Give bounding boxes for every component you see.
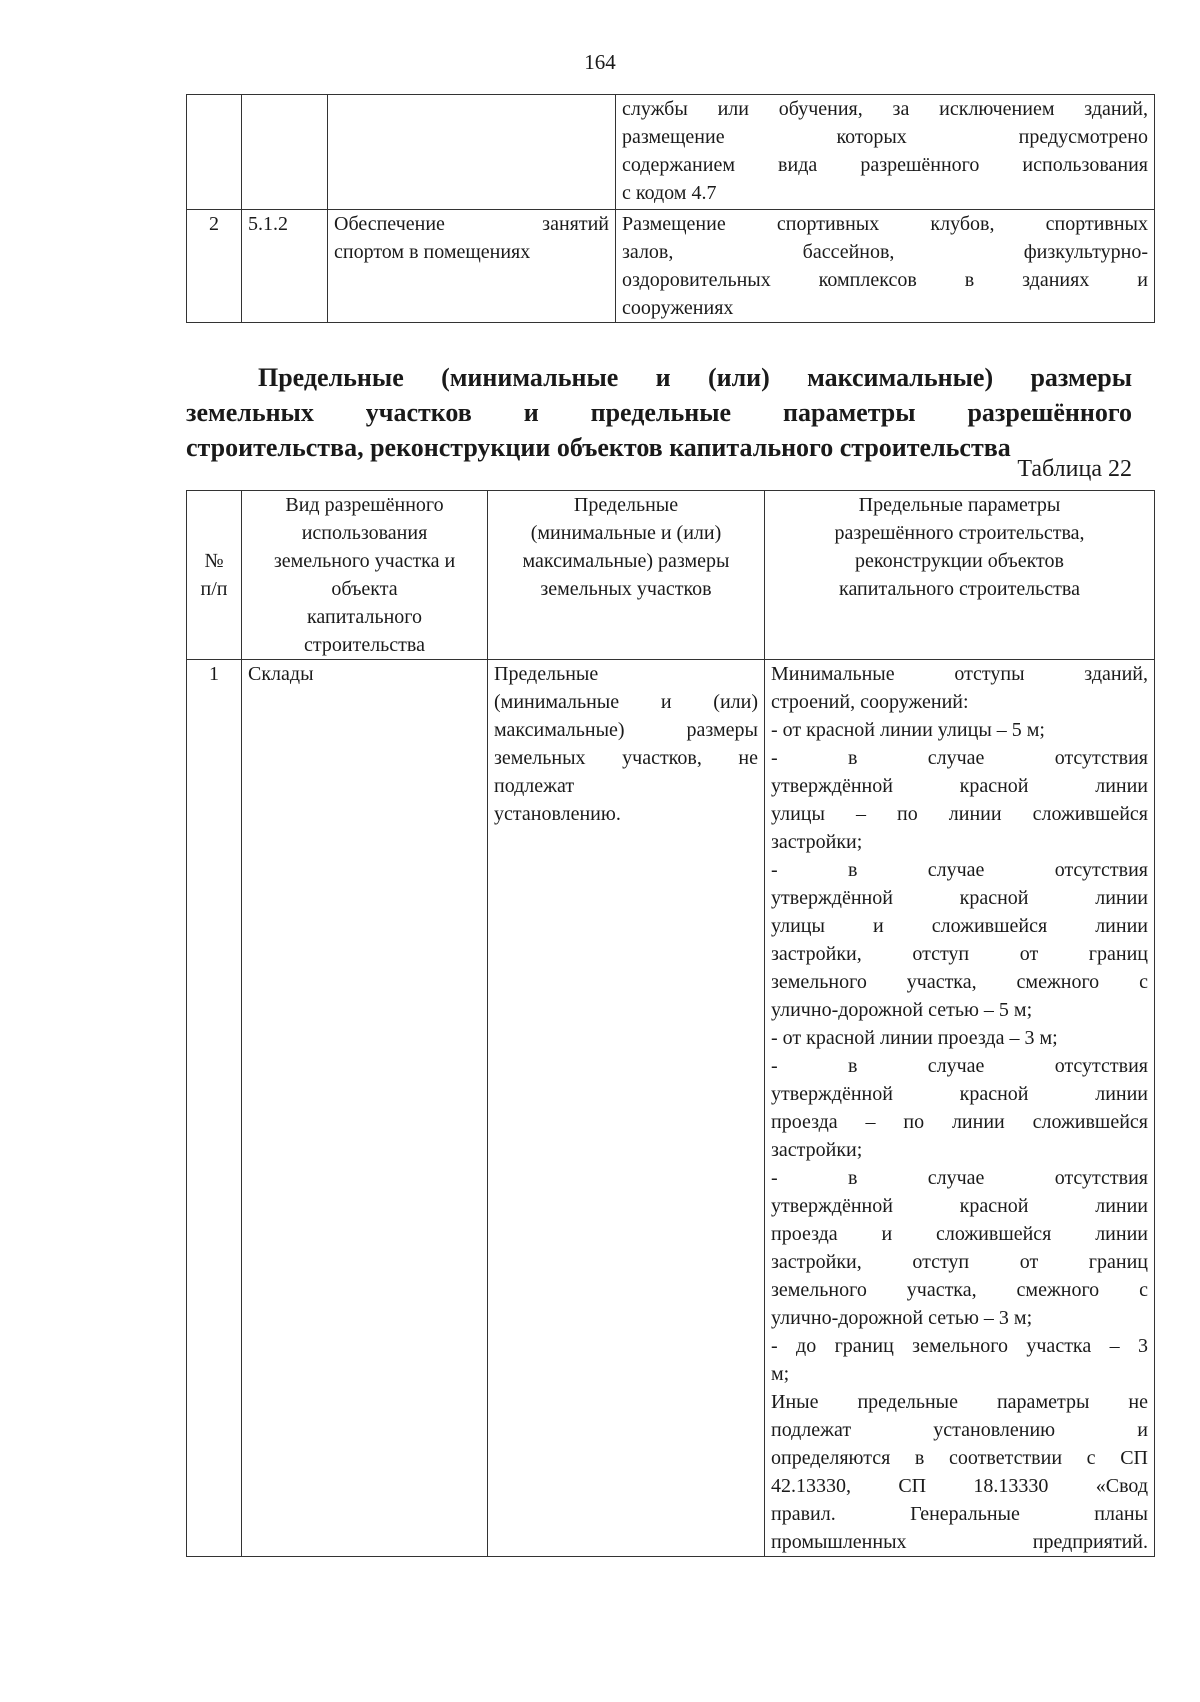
text-line: 42.13330, СП 18.13330 «Свод — [771, 1475, 1148, 1497]
text-line: спортом в помещениях — [334, 241, 531, 263]
text-line: - в случае отсутствия — [771, 747, 1148, 769]
header-line: земельных участков — [540, 578, 712, 600]
text-line: залов, бассейнов, физкультурно- — [622, 241, 1148, 263]
text-line: земельного участка, смежного с — [771, 1279, 1148, 1301]
text-line: утверждённой красной линии — [771, 1083, 1148, 1105]
text-line: - от красной линии проезда – 3 м; — [771, 1027, 1058, 1049]
description-cell — [616, 95, 1155, 210]
text-line: содержанием вида разрешённого использования — [622, 154, 1148, 176]
row-number-cell: 2 — [187, 210, 242, 323]
plot-sizes-cell — [488, 660, 765, 1557]
header-plot-sizes — [488, 491, 765, 660]
text-line: проезда и сложившейся линии — [771, 1223, 1148, 1245]
heading-line: земельных участков и предельные параметры разрешённого — [186, 398, 1132, 427]
text-line: правил. Генеральные планы — [771, 1503, 1148, 1525]
table-row — [187, 660, 1155, 1557]
header-line: использования — [301, 522, 428, 544]
text-line: установлению. — [494, 803, 621, 825]
header-row — [187, 491, 1155, 660]
text-line: - в случае отсутствия — [771, 1055, 1148, 1077]
text-line: (минимальные и (или) — [494, 691, 758, 713]
text-line: максимальные) размеры — [494, 719, 758, 741]
header-usage-type — [242, 491, 488, 660]
text-line: сооружениях — [622, 297, 734, 319]
text-line: с кодом 4.7 — [622, 182, 717, 204]
text-line: земельного участка, смежного с — [771, 971, 1148, 993]
header-line: капитального — [307, 606, 422, 628]
text-line: подлежат — [494, 775, 575, 797]
text-line: улично-дорожной сетью – 3 м; — [771, 1307, 1033, 1329]
text-line: подлежат установлению и — [771, 1419, 1148, 1441]
text-line: застройки; — [771, 1139, 863, 1161]
text-line: застройки, отступ от границ — [771, 943, 1148, 965]
usage-type-cell: Склады — [242, 660, 488, 1557]
table-caption: Таблица 22 — [1017, 456, 1132, 482]
table-row — [187, 210, 1155, 323]
description-cell — [616, 210, 1155, 323]
header-line: (минимальные и (или) — [530, 522, 722, 544]
text-line: Предельные — [494, 663, 599, 685]
text-line: - до границ земельного участка – 3 — [771, 1335, 1148, 1357]
code-cell: 5.1.2 — [242, 210, 328, 323]
text-line: улицы и сложившейся линии — [771, 915, 1148, 937]
text-line: строений, сооружений: — [771, 691, 969, 713]
text-line: оздоровительных комплексов в зданиях и — [622, 269, 1148, 291]
text-line: м; — [771, 1363, 790, 1385]
header-num — [187, 491, 242, 660]
code-cell — [242, 95, 328, 210]
header-line: реконструкции объектов — [855, 550, 1064, 572]
heading-line: строительства, реконструкции объектов капитального строительства — [186, 433, 1011, 462]
header-line: п/п — [200, 578, 228, 600]
header-line: строительства — [304, 634, 425, 656]
construction-params-cell — [765, 660, 1155, 1557]
heading-line: Предельные (минимальные и (или) максимальные) размеры — [258, 363, 1132, 392]
text-line: улично-дорожной сетью – 5 м; — [771, 999, 1033, 1021]
text-line: земельных участков, не — [494, 747, 758, 769]
header-line: № — [204, 550, 224, 572]
header-line: капитального строительства — [839, 578, 1080, 600]
name-cell — [328, 95, 616, 210]
table-row — [187, 95, 1155, 210]
name-cell — [328, 210, 616, 323]
text-line: размещение которых предусмотрено — [622, 126, 1148, 148]
header-line: максимальные) размеры — [522, 550, 730, 572]
header-line: Предельные параметры — [858, 494, 1061, 516]
text-line: определяются в соответствии с СП — [771, 1447, 1148, 1469]
section-heading — [186, 360, 1132, 465]
text-line: - в случае отсутствия — [771, 859, 1148, 881]
text-line: промышленных предприятий. — [771, 1531, 1148, 1553]
header-construction-params — [765, 491, 1155, 660]
text-line: застройки; — [771, 831, 863, 853]
header-line: разрешённого строительства, — [834, 522, 1085, 544]
text-line: - в случае отсутствия — [771, 1167, 1148, 1189]
header-line: Предельные — [573, 494, 679, 516]
text-line: - от красной линии улицы – 5 м; — [771, 719, 1045, 741]
text-line: улицы – по линии сложившейся — [771, 803, 1148, 825]
text-line: Минимальные отступы зданий, — [771, 663, 1148, 685]
header-line: земельного участка и — [273, 550, 456, 572]
text-line: проезда – по линии сложившейся — [771, 1111, 1148, 1133]
row-number-cell: 1 — [187, 660, 242, 1557]
text-line: утверждённой красной линии — [771, 1195, 1148, 1217]
text-line: утверждённой красной линии — [771, 775, 1148, 797]
header-line: Вид разрешённого — [285, 494, 444, 516]
table-22 — [186, 490, 1155, 1557]
text-line: Иные предельные параметры не — [771, 1391, 1148, 1413]
header-line: объекта — [331, 578, 398, 600]
text-line: утверждённой красной линии — [771, 887, 1148, 909]
text-line: застройки, отступ от границ — [771, 1251, 1148, 1273]
continued-table — [186, 94, 1155, 323]
row-number-cell — [187, 95, 242, 210]
page-number: 164 — [584, 50, 616, 74]
text-line: Размещение спортивных клубов, спортивных — [622, 213, 1148, 235]
text-line: службы или обучения, за исключением зданий, — [622, 98, 1148, 120]
text-line: Обеспечение занятий — [334, 213, 609, 235]
